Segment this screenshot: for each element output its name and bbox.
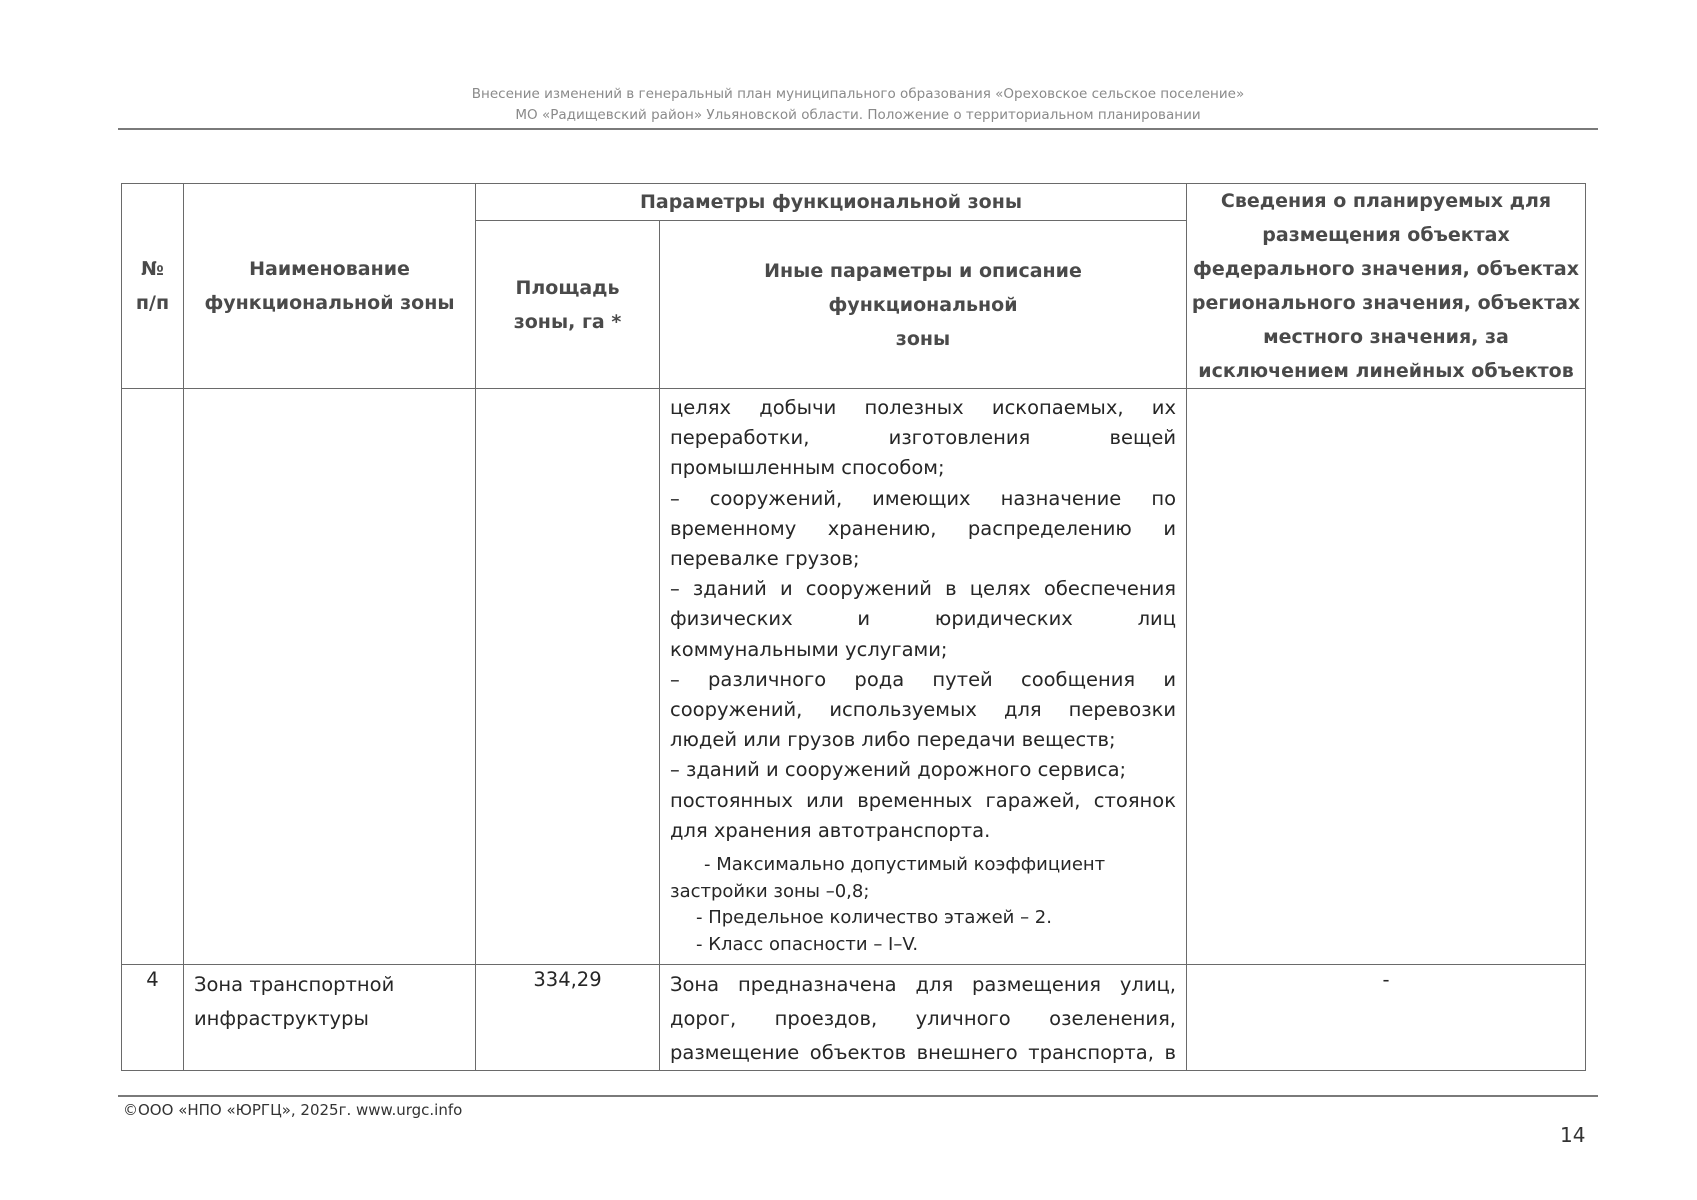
param-building-coefficient: - Максимально допустимый коэффициент xyxy=(704,854,1106,876)
cell-zone-name: Зона транспортной инфраструктуры xyxy=(184,965,476,1071)
column-header-area: Площадь зоны, га * xyxy=(476,221,660,389)
column-header-number: № п/п xyxy=(122,184,184,389)
cell-description: целях добычи полезных ископаемых, их переработки, изготовления вещей промышленным способом; – сооружений, имеющих назначение по временному хранению, распределению и перевалке грузов; – зданий и сооружений в целях обеспечения физических и юридических лиц коммунальными услугами; – различного рода путей сообщения и сооружений, используемых для перевозки людей или грузов либо передачи веществ; – зданий и сооружений дорожного сервиса; постоянных или временных гаражей, стоянок для хранения автотранспорта. - Максимально допустимый коэффициент застройки зоны –0,8; - Предельное количество этажей – 2. - Класс опасности – I–V. xyxy=(660,389,1187,965)
footer-copyright: ©ООО «НПО «ЮРГЦ», 2025г. www.urgc.info xyxy=(123,1101,463,1119)
cell-area: 334,29 xyxy=(476,965,660,1071)
table-row-continuation xyxy=(122,389,1586,965)
page-number: 14 xyxy=(1560,1123,1586,1147)
cell-area-empty xyxy=(476,389,660,965)
cell-number: 4 xyxy=(122,965,184,1071)
column-header-zone-name: Наименование функциональной зоны xyxy=(184,184,476,389)
param-building-coefficient-value: застройки зоны –0,8; xyxy=(670,880,870,902)
page-header xyxy=(118,84,1598,126)
cell-planned-objects: - xyxy=(1187,965,1586,1071)
cell-planned-empty xyxy=(1187,389,1586,965)
column-group-header-zone-parameters: Параметры функциональной зоны xyxy=(476,184,1187,221)
header-line-1: Внесение изменений в генеральный план муниципального образования «Ореховское сельское поселение» xyxy=(471,86,1245,102)
column-header-other-parameters: Иные параметры и описание функциональной зоны xyxy=(660,221,1187,389)
header-divider xyxy=(118,128,1598,130)
param-hazard-class: - Класс опасности – I–V. xyxy=(696,933,919,955)
zone-parameters-list xyxy=(670,852,1176,958)
cell-name-empty xyxy=(184,389,476,965)
cell-number-empty xyxy=(122,389,184,965)
header-line-2: МО «Радищевский район» Ульяновской области. Положение о территориальном планировании xyxy=(515,107,1201,123)
param-max-floors: - Предельное количество этажей – 2. xyxy=(696,907,1052,929)
table-row xyxy=(122,965,1586,1071)
functional-zones-table xyxy=(121,183,1586,1071)
column-header-planned-objects: Сведения о планируемых для размещения объектах федерального значения, объектах регионального значения, объектах местного значения, за исключением линейных объектов xyxy=(1187,184,1586,389)
footer-divider xyxy=(118,1095,1598,1097)
cell-description: Зона предназначена для размещения улиц, дорог, проездов, уличного озеленения, размещение объектов внешнего транспорта, в xyxy=(660,965,1187,1071)
